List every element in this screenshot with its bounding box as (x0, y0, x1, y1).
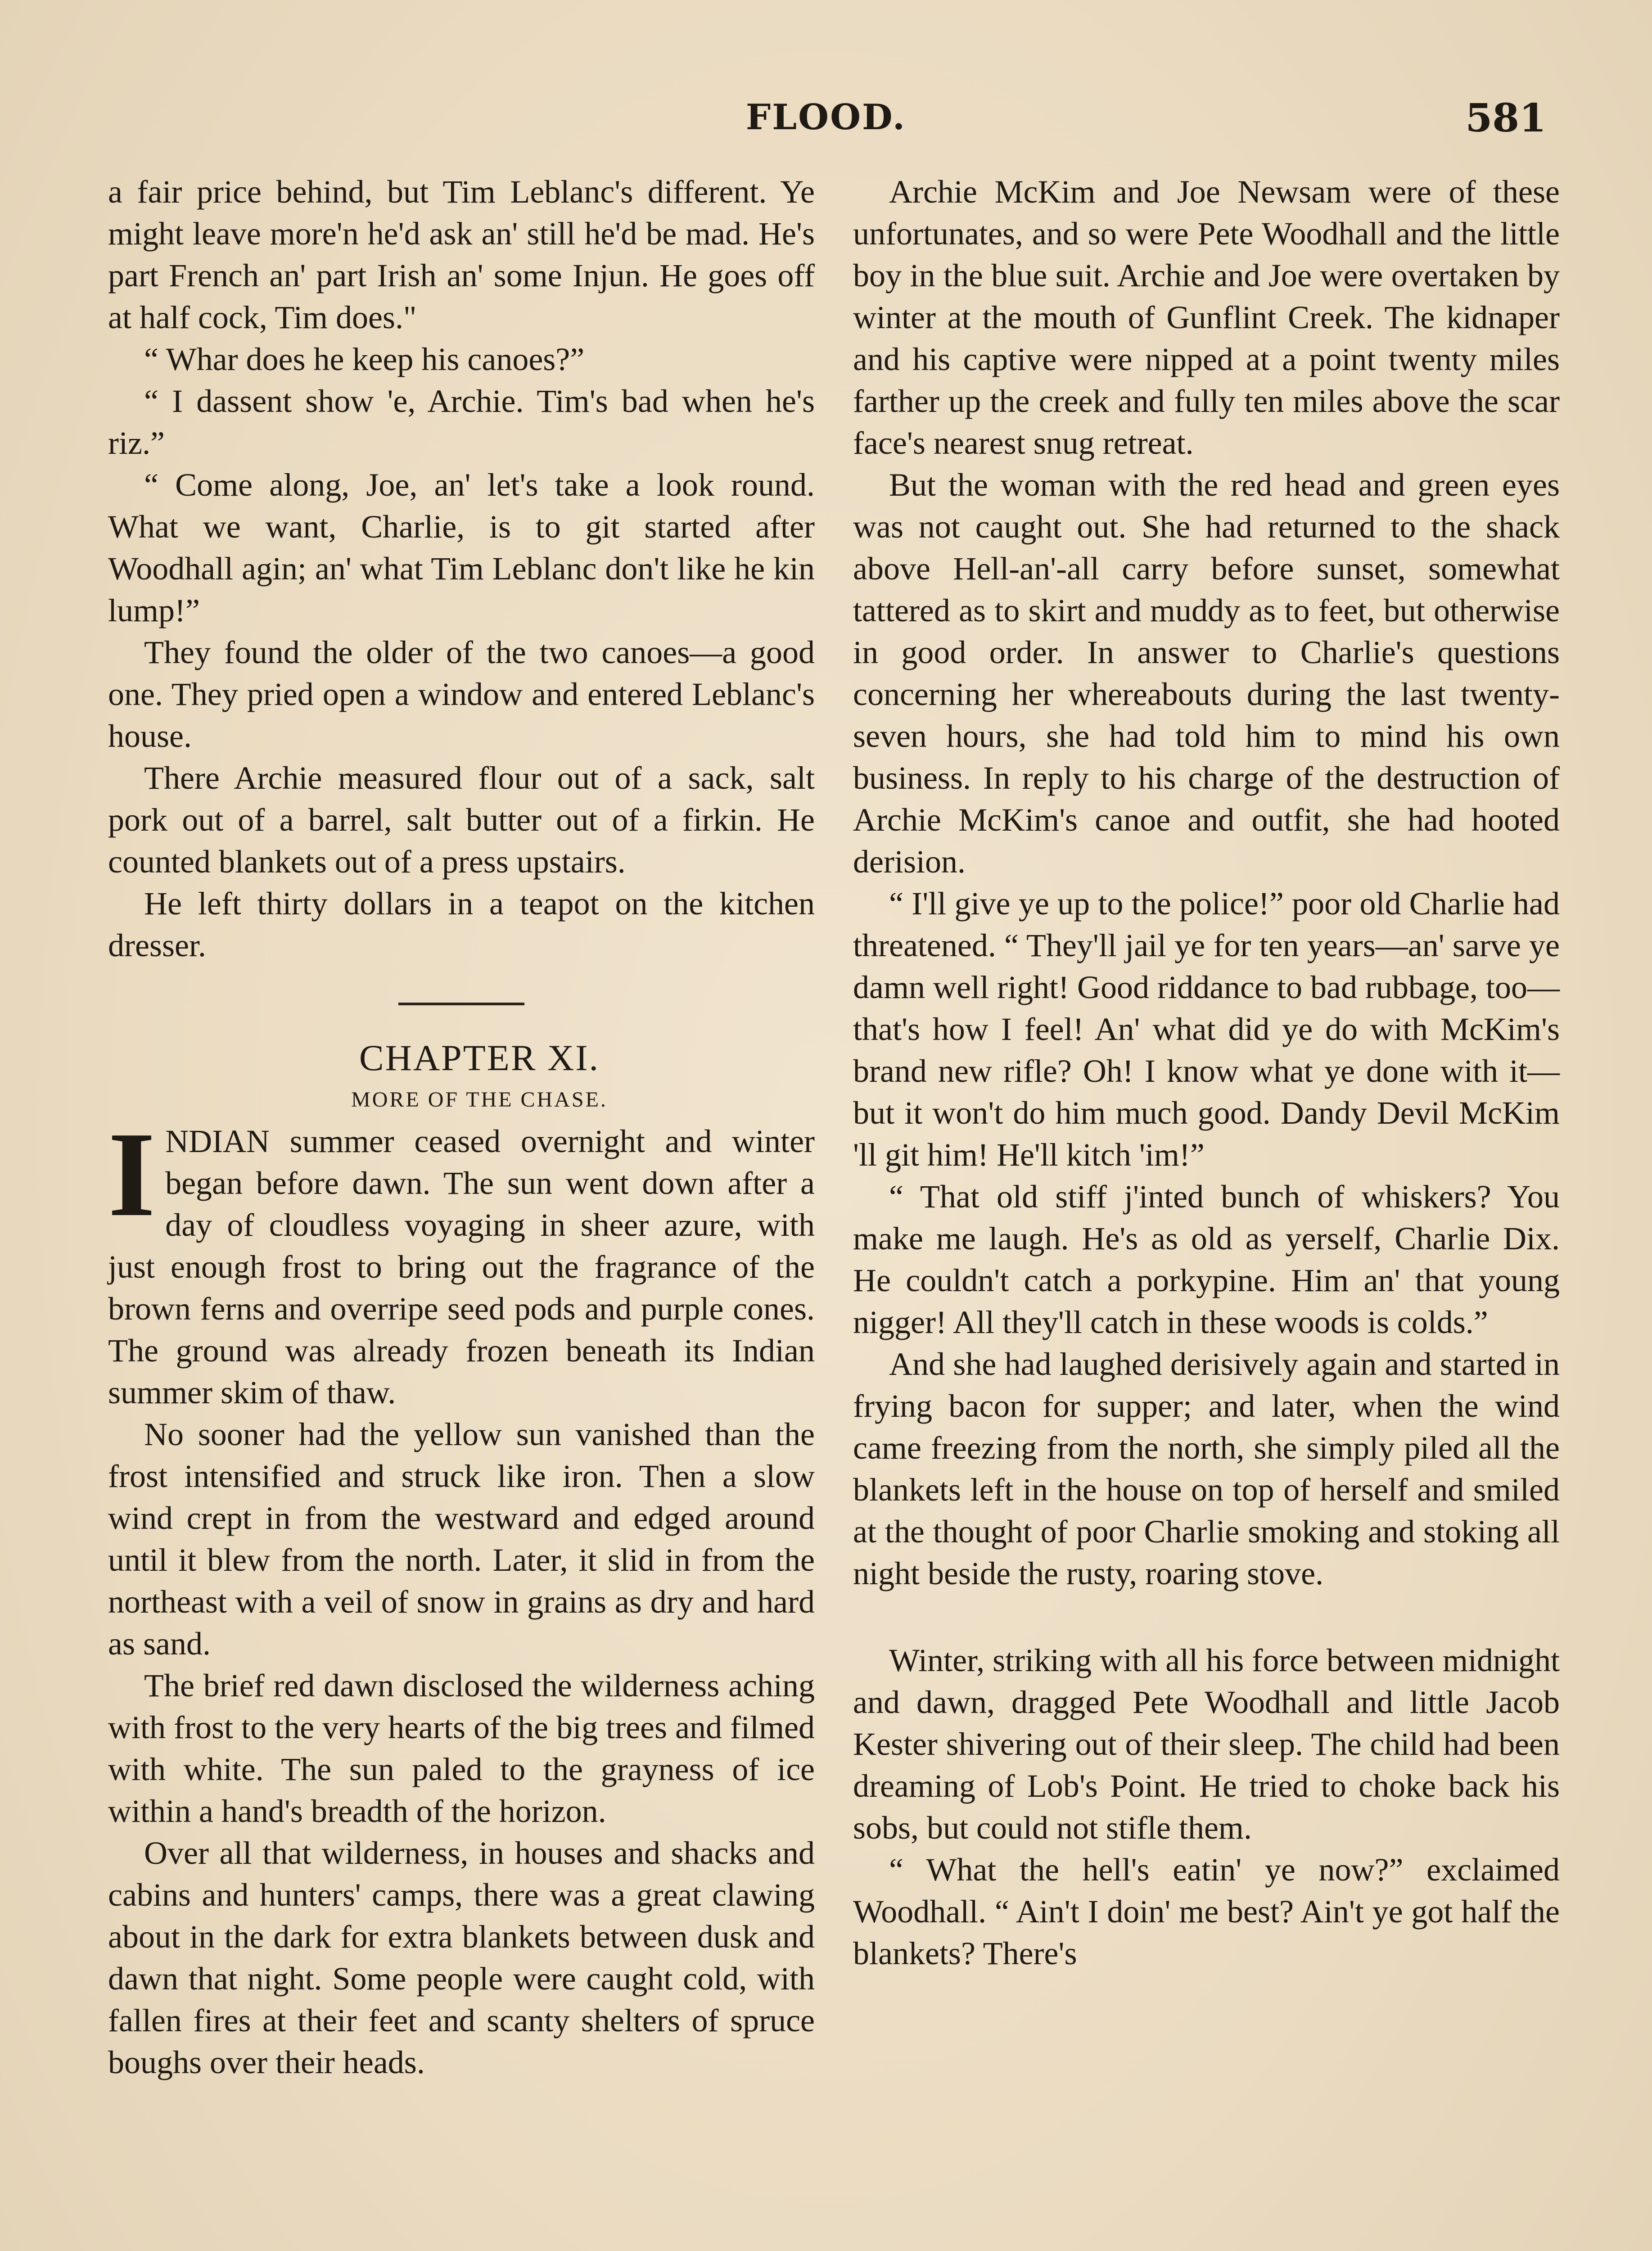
paragraph: They found the older of the two canoes—a good one. They pried open a window and entered Leblanc's house. (108, 634, 815, 754)
dropcap-paragraph (108, 1107, 815, 1414)
left-column (108, 171, 815, 2084)
paragraph: But the woman with the red head and green eyes was not caught out. She had returned to the shack above Hell-an'-all carry before sunset, somewhat tattered as to skirt and muddy as to feet, but otherwise in good order. In answer to Charlie's questions concerning her whereabouts during the last twenty-seven hours, she had told him to mind his own business. In reply to his charge of the destruction of Archie McKim's canoe and outfit, she had hooted derision. (853, 467, 1560, 880)
paragraph: Over all that wilderness, in houses and shacks and cabins and hunters' camps, there was a great clawing about in the dark for extra blankets between dusk and dawn that night. Some people were caught cold, with fallen fires at their feet and scanty shelters of spruce boughs over their heads. (108, 1835, 815, 2080)
dropcap-paragraph-text: NDIAN summer ceased overnight and winter began before dawn. The sun went down after a day of cloudless voyaging in sheer azure, with just enough frost to bring out the fragrance of the brown ferns and overripe seed pods and purple cones. The ground was already frozen beneath its Indian summer skim of thaw. (108, 1123, 815, 1410)
paragraph: He left thirty dollars in a teapot on the kitchen dresser. (108, 886, 815, 963)
paragraph: “ I dassent show 'e, Archie. Tim's bad when he's riz.” (108, 383, 815, 461)
paragraph: a fair price behind, but Tim Leblanc's different. Ye might leave more'n he'd ask an' still he'd be mad. He's part French an' part Irish an' some Injun. He goes off at half cock, Tim does." (108, 174, 815, 335)
paragraph: “ Whar does he keep his canoes?” (144, 341, 585, 377)
paragraph: “ I'll give ye up to the police!” poor old Charlie had threatened. “ They'll jail ye for ten years—an' sarve ye damn well right! Good riddance to bad rubbage, too—that's how I feel! An' what did ye do with McKim's brand new rifle? Oh! I know what ye done with it—but it won't do him much good. Dandy Devil McKim 'll git him! He'll kitch 'im!” (853, 886, 1560, 1173)
paragraph: The brief red dawn disclosed the wilderness aching with frost to the very hearts of the big trees and filmed with white. The sun paled to the grayness of ice within a hand's breadth of the horizon. (108, 1668, 815, 1829)
paragraph: “ Come along, Joe, an' let's take a look round. What we want, Charlie, is to git started after Woodhall agin; an' what Tim Leblanc don't like he kin lump!” (108, 467, 815, 628)
right-column (853, 171, 1560, 1975)
chapter-subtitle: MORE OF THE CHASE. (351, 1088, 608, 1112)
paragraph: Winter, striking with all his force between midnight and dawn, dragged Pete Woodhall and little Jacob Kester shivering out of their sleep. The child had been dreaming of Lob's Point. He tried to choke back his sobs, but could not stifle them. (853, 1642, 1560, 1846)
section-break (853, 1595, 1560, 1640)
paragraph: There Archie measured flour out of a sack, salt pork out of a barrel, salt butter out of a firkin. He counted blankets out of a press upstairs. (108, 760, 815, 880)
chapter-title: CHAPTER XI. (359, 1037, 600, 1078)
paragraph: And she had laughed derisively again and started in frying bacon for supper; and later, when the wind came freezing from the north, she simply piled all the blankets left in the house on top of herself and smiled at the thought of poor Charlie smoking and stoking all night beside the rusty, roaring stove. (853, 1346, 1560, 1591)
paragraph: “ What the hell's eatin' ye now?” exclaimed Woodhall. “ Ain't I doin' me best? Ain't ye got half the blankets? There's (853, 1852, 1560, 1971)
page-number: 581 (1465, 95, 1546, 141)
drop-cap: I (108, 1107, 156, 1242)
section-divider (398, 1003, 524, 1005)
running-head: FLOOD. (745, 97, 907, 138)
paragraph: Archie McKim and Joe Newsam were of these unfortunates, and so were Pete Woodhall and the little boy in the blue suit. Archie and Joe were overtaken by winter at the mouth of Gunflint Creek. The kidnaper and his captive were nipped at a point twenty miles farther up the creek and fully ten miles above the scar face's nearest snug retreat. (853, 174, 1560, 461)
paragraph: No sooner had the yellow sun vanished than the frost intensified and struck like iron. Then a slow wind crept in from the westward and edged around until it blew from the north. Later, it slid in from the northeast with a veil of snow in grains as dry and hard as sand. (108, 1416, 815, 1662)
paragraph: “ That old stiff j'inted bunch of whiskers? You make me laugh. He's as old as yerself, Charlie Dix. He couldn't catch a porkypine. Him an' that young nigger! All they'll catch in these woods is colds.” (853, 1179, 1560, 1340)
